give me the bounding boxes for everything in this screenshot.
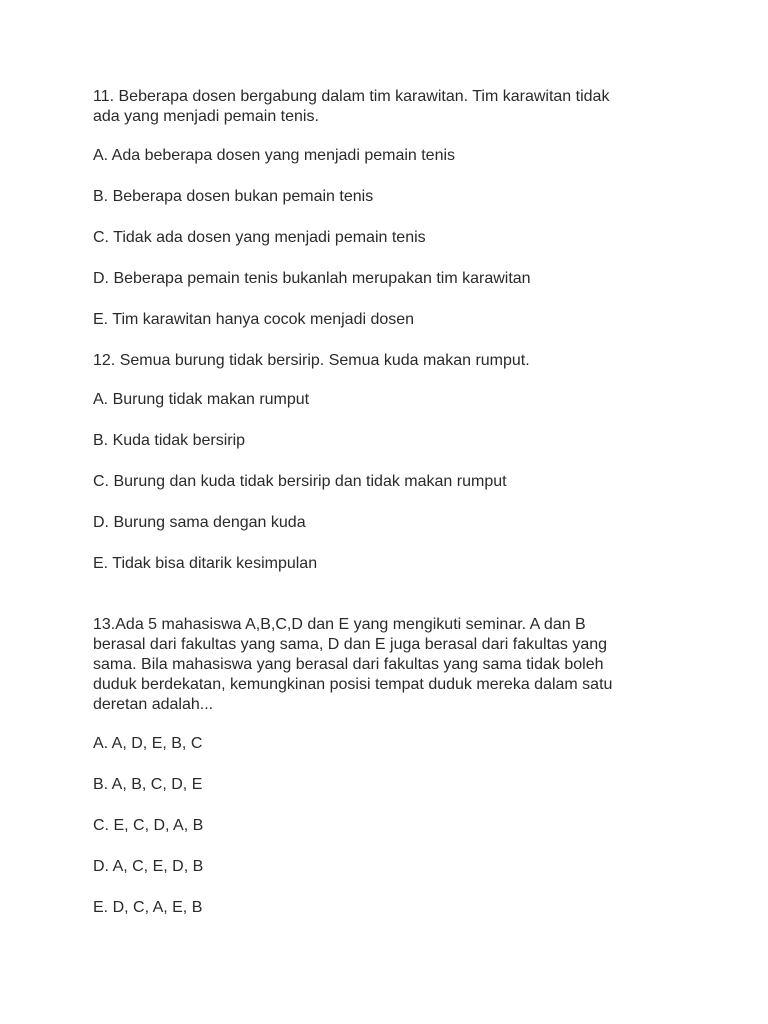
- question-12-option-d: D. Burung sama dengan kuda: [93, 514, 306, 531]
- question-13-option-d: D. A, C, E, D, B: [93, 858, 204, 875]
- question-13-option-c: C. E, C, D, A, B: [93, 817, 204, 834]
- question-13-option-b: B. A, B, C, D, E: [93, 776, 203, 793]
- question-12-option-b: B. Kuda tidak bersirip: [93, 432, 246, 449]
- question-12-option-e: E. Tidak bisa ditarik kesimpulan: [93, 555, 318, 572]
- question-12-option-c: C. Burung dan kuda tidak bersirip dan tidak makan rumput: [93, 473, 507, 490]
- question-11-option-a: A. Ada beberapa dosen yang menjadi pemain tenis: [93, 147, 456, 164]
- question-13-option-e: E. D, C, A, E, B: [93, 899, 203, 916]
- question-11-option-d: D. Beberapa pemain tenis bukanlah merupakan tim karawitan: [93, 270, 531, 287]
- question-11-option-e: E. Tim karawitan hanya cocok menjadi dosen: [93, 311, 415, 328]
- question-13-stem: 13.Ada 5 mahasiswa A,B,C,D dan E yang mengikuti seminar. A dan B berasal dari fakultas yang sama, D dan E juga berasal dari fakultas yang sama. Bila mahasiswa yang berasal dari fakultas yang sama tidak boleh duduk berdekatan, kemungkinan posisi tempat duduk mereka dalam satu deretan adalah...: [93, 616, 613, 713]
- question-12-stem: 12. Semua burung tidak bersirip. Semua kuda makan rumput.: [93, 352, 530, 369]
- document-page: [93, 87, 693, 939]
- question-13-option-a: A. A, D, E, B, C: [93, 735, 203, 752]
- question-11-stem: 11. Beberapa dosen bergabung dalam tim karawitan. Tim karawitan tidak ada yang menjadi pemain tenis.: [93, 88, 610, 125]
- question-12-option-a: A. Burung tidak makan rumput: [93, 391, 310, 408]
- question-11-option-b: B. Beberapa dosen bukan pemain tenis: [93, 188, 374, 205]
- section-spacer: [93, 595, 693, 615]
- question-11-option-c: C. Tidak ada dosen yang menjadi pemain tenis: [93, 229, 426, 246]
